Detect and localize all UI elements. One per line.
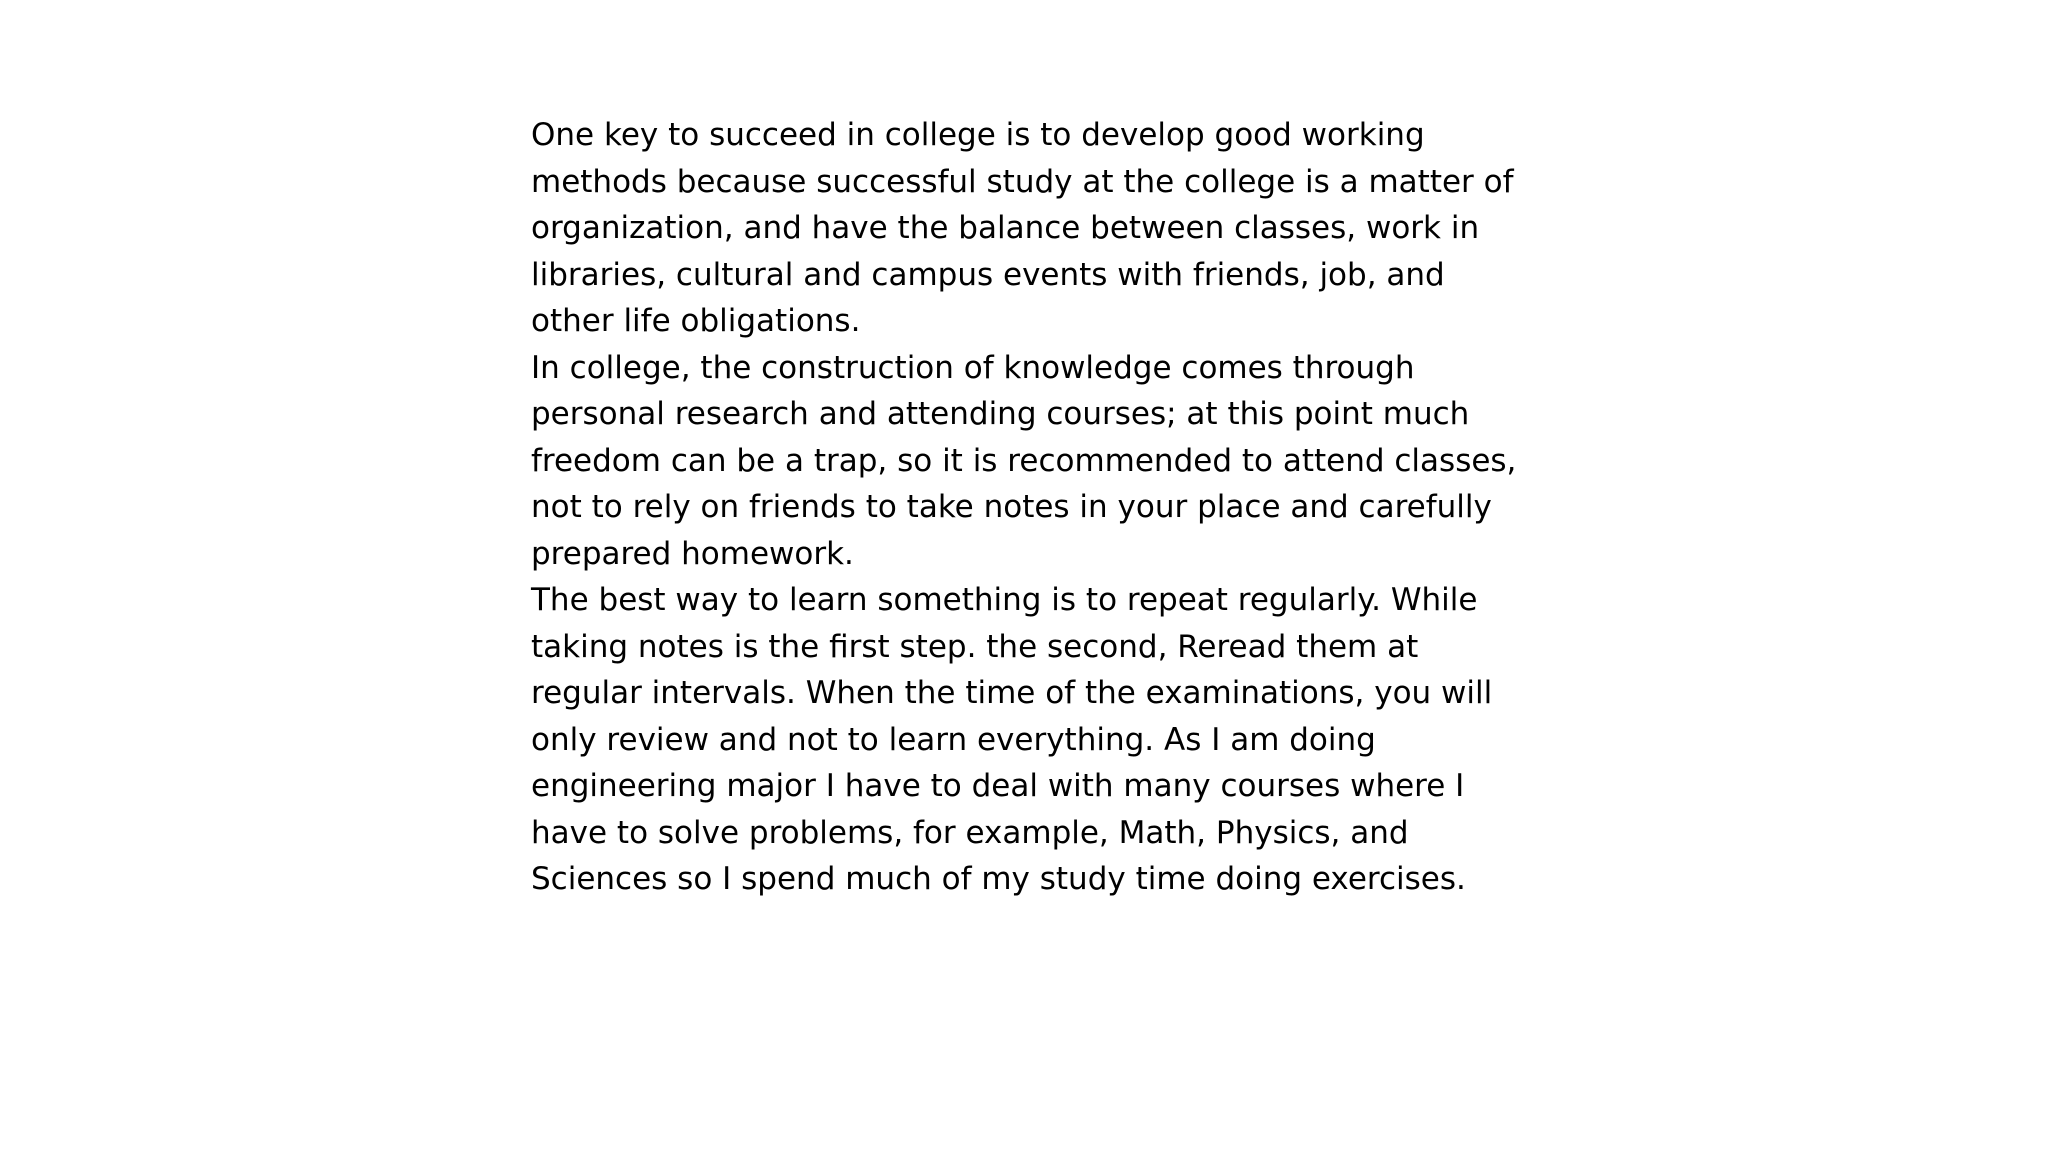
- paragraph-line: organization, and have the balance between classes, work in: [531, 210, 1480, 246]
- paragraph-line: engineering major I have to deal with many courses where I: [531, 768, 1465, 804]
- essay-text-block: [531, 112, 1551, 903]
- paragraph-line: In college, the construction of knowledge comes through: [531, 349, 1415, 386]
- paragraph-line: not to rely on friends to take notes in your place and carefully: [531, 489, 1492, 525]
- paragraph-line: only review and not to learn everything. As I am doing: [531, 721, 1376, 758]
- paragraph-line: One key to succeed in college is to develop good working: [531, 117, 1425, 153]
- paragraph-line: other life obligations.: [531, 303, 861, 339]
- paragraph-line: personal research and attending courses; at this point much: [531, 396, 1470, 432]
- paragraph-line: freedom can be a trap, so it is recommended to attend classes,: [531, 442, 1517, 479]
- paragraph-3: [531, 577, 1551, 903]
- paragraph-line: libraries, cultural and campus events with friends, job, and: [531, 256, 1445, 293]
- paragraph-2: [531, 345, 1551, 578]
- paragraph-line: The best way to learn something is to repeat regularly. While: [531, 582, 1478, 618]
- paragraph-line: have to solve problems, for example, Math, Physics, and: [531, 814, 1409, 851]
- paragraph-line: regular intervals. When the time of the examinations, you will: [531, 675, 1493, 711]
- paragraph-line: Sciences so I spend much of my study time doing exercises.: [531, 861, 1466, 897]
- paragraph-line: methods because successful study at the college is a matter of: [531, 163, 1514, 200]
- paragraph-line: prepared homework.: [531, 535, 854, 572]
- paragraph-line: taking notes is the first step. the second, Reread them at: [531, 628, 1419, 665]
- paragraph-1: [531, 112, 1551, 345]
